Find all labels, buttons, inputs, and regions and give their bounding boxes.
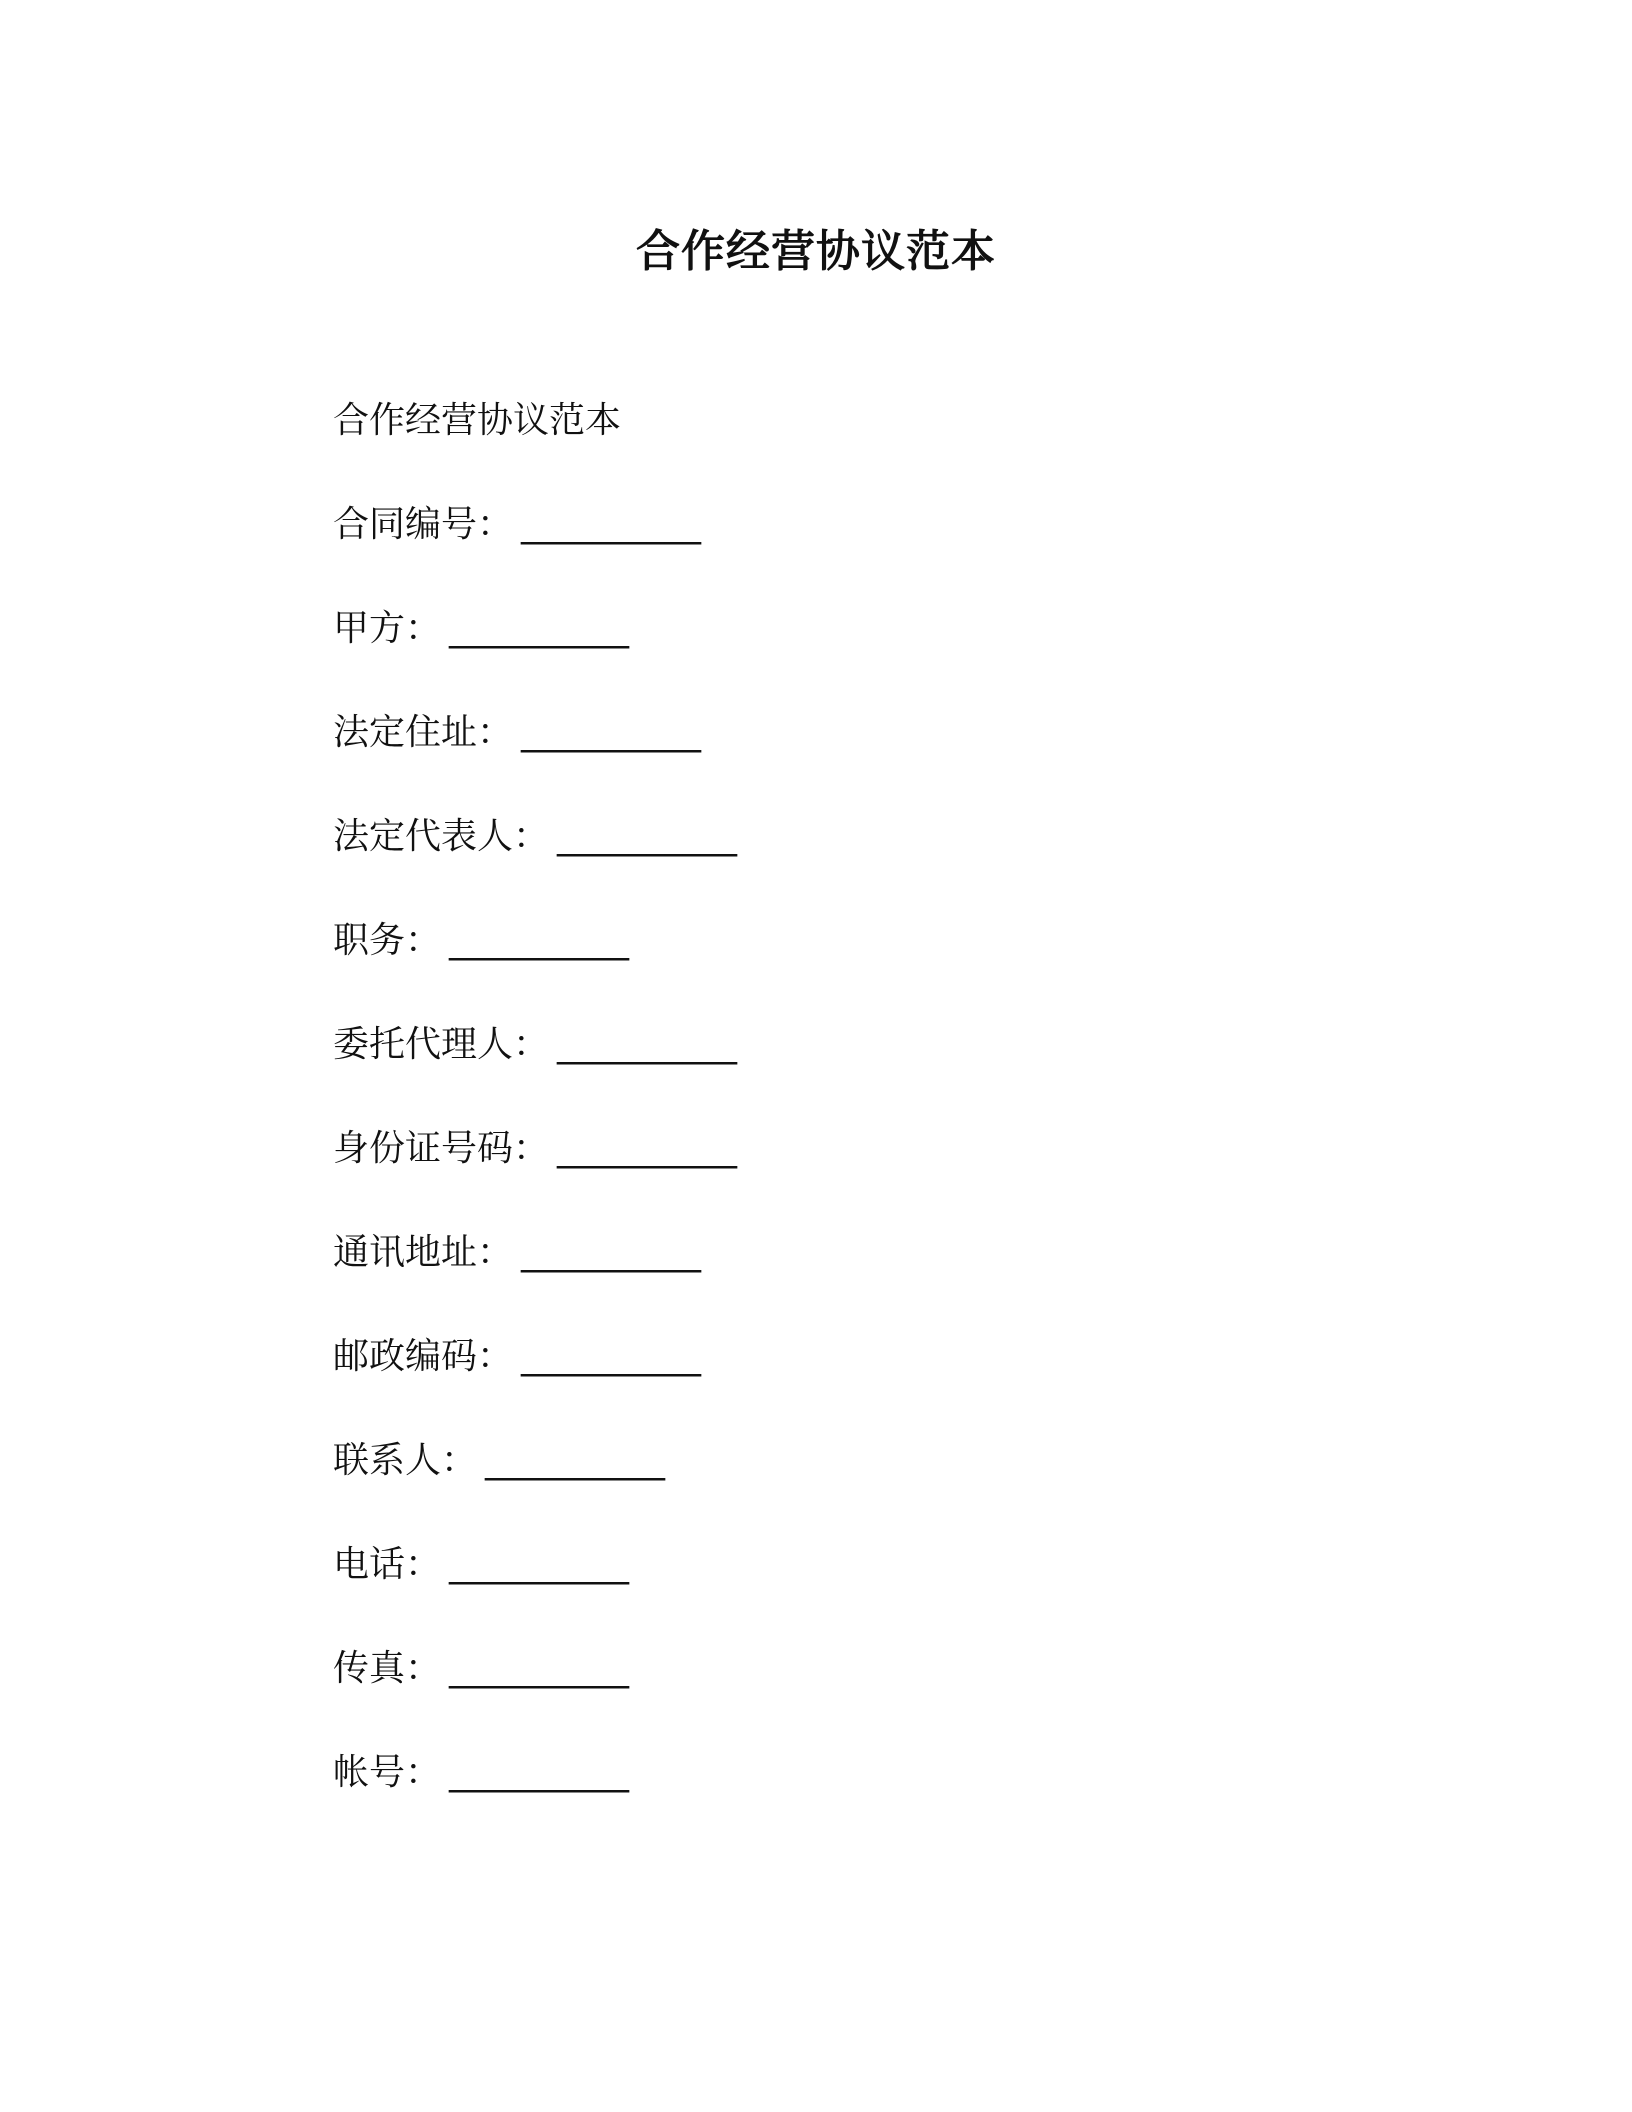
field-legal-representative	[333, 812, 737, 916]
field-label: 法定住址：	[333, 712, 514, 753]
field-label: 法定代表人：	[333, 816, 550, 857]
field-label: 身份证号码：	[333, 1128, 550, 1169]
field-label: 合同编号：	[333, 504, 514, 545]
field-blank: __________	[521, 712, 702, 753]
field-blank: __________	[521, 1232, 702, 1273]
field-label: 邮政编码：	[333, 1336, 514, 1377]
field-blank: __________	[521, 1336, 702, 1377]
field-label: 电话：	[333, 1544, 442, 1585]
field-label: 甲方：	[333, 608, 442, 649]
field-blank: __________	[449, 608, 630, 649]
field-blank: __________	[449, 1648, 630, 1689]
field-authorized-agent	[333, 1020, 737, 1124]
field-label: 委托代理人：	[333, 1024, 550, 1065]
field-blank: __________	[557, 1024, 738, 1065]
field-label: 帐号：	[333, 1752, 442, 1793]
field-blank: __________	[449, 920, 630, 961]
field-postal-code	[333, 1332, 737, 1436]
field-legal-address	[333, 708, 737, 812]
field-label: 联系人：	[333, 1440, 478, 1481]
field-position	[333, 916, 737, 1020]
field-label: 通讯地址：	[333, 1232, 514, 1273]
field-blank: __________	[521, 504, 702, 545]
party-info-fields	[333, 500, 737, 1852]
field-blank: __________	[485, 1440, 666, 1481]
field-label: 传真：	[333, 1648, 442, 1689]
document-subtitle: 合作经营协议范本	[333, 400, 622, 441]
field-contact-person	[333, 1436, 737, 1540]
field-fax	[333, 1644, 737, 1748]
document-title: 合作经营协议范本	[636, 226, 996, 277]
field-label: 职务：	[333, 920, 442, 961]
field-blank: __________	[449, 1544, 630, 1585]
field-blank: __________	[557, 1128, 738, 1169]
field-contract-number	[333, 500, 737, 604]
field-phone	[333, 1540, 737, 1644]
field-blank: __________	[557, 816, 738, 857]
field-party-a	[333, 604, 737, 708]
field-mailing-address	[333, 1228, 737, 1332]
field-id-number	[333, 1124, 737, 1228]
field-blank: __________	[449, 1752, 630, 1793]
field-account-number	[333, 1748, 737, 1852]
